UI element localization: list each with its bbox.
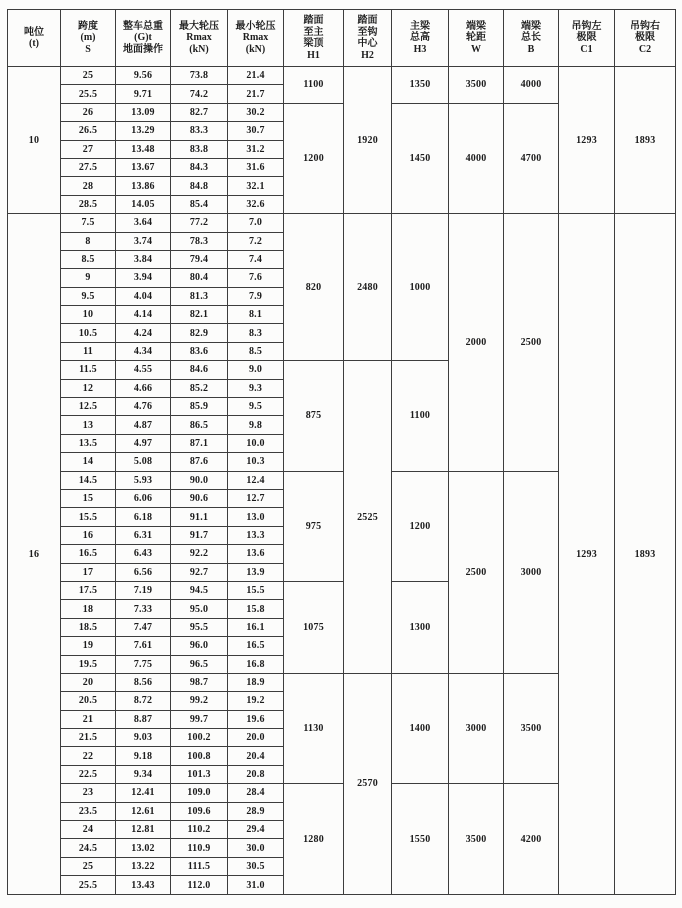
table-cell: 25	[61, 67, 116, 85]
header-line: 踏面	[357, 15, 378, 26]
header-line: S	[85, 43, 91, 55]
header-line: (m)	[80, 32, 96, 44]
header-line: Rmax	[186, 32, 212, 44]
table-cell: 1550	[392, 784, 449, 895]
table-cell: 4.97	[116, 434, 171, 452]
table-cell: 110.9	[171, 839, 228, 857]
header-line: 总长	[521, 32, 541, 44]
table-cell: 3500	[504, 673, 559, 783]
table-cell: 25.5	[61, 876, 116, 895]
header-line: (t)	[29, 38, 39, 49]
table-cell: 1350	[392, 67, 449, 104]
table-cell: 5.93	[116, 471, 171, 489]
header-line: 极限	[576, 32, 597, 44]
table-cell: 26	[61, 103, 116, 121]
table-cell: 7.6	[228, 269, 284, 287]
table-cell: 8.5	[228, 342, 284, 360]
table-cell: 20.4	[228, 747, 284, 765]
header-line: 踏面	[303, 15, 324, 26]
table-cell: 14.5	[61, 471, 116, 489]
table-cell: 28.4	[228, 784, 284, 802]
table-cell: 4.24	[116, 324, 171, 342]
table-cell: 112.0	[171, 876, 228, 895]
table-cell: 16.5	[228, 637, 284, 655]
table-cell: 24	[61, 821, 116, 839]
column-header-min-wheel-load	[228, 10, 284, 67]
header-line: 最大轮压	[179, 20, 219, 32]
table-cell: 13.48	[116, 140, 171, 158]
column-header-max-wheel-load	[171, 10, 228, 67]
column-header-h2	[344, 10, 392, 67]
column-header-total-weight	[116, 10, 171, 67]
table-cell: 11.5	[61, 361, 116, 379]
header-line: 跨度	[78, 20, 98, 32]
table-cell: 99.7	[171, 710, 228, 728]
header-line: 轮距	[466, 32, 486, 44]
table-cell: 85.9	[171, 398, 228, 416]
table-cell: 19.5	[61, 655, 116, 673]
column-header-tonnage	[8, 10, 61, 67]
table-cell: 90.0	[171, 471, 228, 489]
table-cell: 1893	[615, 214, 676, 895]
table-cell: 875	[284, 361, 344, 471]
table-cell: 10.3	[228, 453, 284, 471]
table-cell: 91.7	[171, 526, 228, 544]
table-cell: 9.3	[228, 379, 284, 397]
column-header-c1	[559, 10, 615, 67]
table-cell: 21.7	[228, 85, 284, 103]
table-cell: 83.6	[171, 342, 228, 360]
table-cell: 85.2	[171, 379, 228, 397]
table-cell: 7.5	[61, 214, 116, 232]
header-line: (kN)	[245, 43, 266, 55]
table-cell: 1893	[615, 67, 676, 214]
table-cell: 28.5	[61, 195, 116, 213]
table-cell: 79.4	[171, 250, 228, 268]
table-cell: 1000	[392, 214, 449, 361]
table-cell: 2570	[344, 673, 392, 894]
table-cell: 27.5	[61, 158, 116, 176]
table-cell: 6.18	[116, 508, 171, 526]
table-cell: 8.5	[61, 250, 116, 268]
table-cell: 3.84	[116, 250, 171, 268]
table-cell: 13.6	[228, 545, 284, 563]
header-line: 至主	[303, 26, 324, 38]
table-cell: 18	[61, 600, 116, 618]
table-cell: 14.05	[116, 195, 171, 213]
table-cell: 8.87	[116, 710, 171, 728]
table-cell: 16	[61, 526, 116, 544]
table-cell: 82.9	[171, 324, 228, 342]
table-cell: 9.71	[116, 85, 171, 103]
table-cell: 110.2	[171, 821, 228, 839]
table-cell: 7.4	[228, 250, 284, 268]
table-cell: 28.9	[228, 802, 284, 820]
table-row	[8, 214, 676, 232]
table-cell: 31.6	[228, 158, 284, 176]
header-row	[8, 10, 676, 67]
table-cell: 30.2	[228, 103, 284, 121]
table-cell: 23.5	[61, 802, 116, 820]
table-cell: 4.04	[116, 287, 171, 305]
table-cell: 11	[61, 342, 116, 360]
table-cell: 90.6	[171, 489, 228, 507]
table-cell: 3.64	[116, 214, 171, 232]
table-cell: 7.19	[116, 581, 171, 599]
table-cell: 1280	[284, 784, 344, 895]
table-cell: 13.22	[116, 857, 171, 875]
table-cell: 9.34	[116, 765, 171, 783]
table-cell: 20.0	[228, 729, 284, 747]
header-line: H3	[413, 43, 427, 55]
table-cell: 10.0	[228, 434, 284, 452]
table-cell: 4.55	[116, 361, 171, 379]
header-line: 最小轮压	[235, 20, 276, 32]
table-cell: 27	[61, 140, 116, 158]
table-cell: 5.08	[116, 453, 171, 471]
table-cell: 85.4	[171, 195, 228, 213]
table-cell: 3500	[449, 784, 504, 895]
spec-table	[7, 9, 676, 895]
table-cell: 16.8	[228, 655, 284, 673]
table-cell: 81.3	[171, 287, 228, 305]
table-cell: 19	[61, 637, 116, 655]
table-cell: 92.7	[171, 563, 228, 581]
table-cell: 4.76	[116, 398, 171, 416]
table-cell: 2500	[449, 471, 504, 673]
table-cell: 28	[61, 177, 116, 195]
header-line: 梁顶	[303, 38, 324, 49]
table-cell: 12.5	[61, 398, 116, 416]
table-cell: 6.31	[116, 526, 171, 544]
table-cell: 9.03	[116, 729, 171, 747]
header-line: 整车总重	[123, 20, 163, 32]
header-line: 吊钩右	[630, 20, 660, 32]
header-line: H2	[361, 49, 374, 61]
table-cell: 12.7	[228, 489, 284, 507]
table-cell: 86.5	[171, 416, 228, 434]
table-cell: 19.2	[228, 692, 284, 710]
table-cell: 22	[61, 747, 116, 765]
table-cell: 9.5	[228, 398, 284, 416]
header-line: 总高	[410, 32, 430, 44]
table-cell: 9	[61, 269, 116, 287]
table-cell: 4.34	[116, 342, 171, 360]
table-cell: 91.1	[171, 508, 228, 526]
table-cell: 6.43	[116, 545, 171, 563]
table-cell: 31.2	[228, 140, 284, 158]
table-cell: 7.61	[116, 637, 171, 655]
table-cell: 18.9	[228, 673, 284, 691]
table-cell: 24.5	[61, 839, 116, 857]
table-cell: 84.8	[171, 177, 228, 195]
table-cell: 7.0	[228, 214, 284, 232]
table-cell: 2525	[344, 361, 392, 674]
table-cell: 96.0	[171, 637, 228, 655]
table-cell: 12.4	[228, 471, 284, 489]
table-cell: 13.43	[116, 876, 171, 895]
table-cell: 13.9	[228, 563, 284, 581]
table-cell: 3.74	[116, 232, 171, 250]
table-cell: 12	[61, 379, 116, 397]
table-cell: 975	[284, 471, 344, 581]
table-cell: 15.5	[228, 581, 284, 599]
table-cell: 8	[61, 232, 116, 250]
table-cell: 22.5	[61, 765, 116, 783]
table-cell: 30.5	[228, 857, 284, 875]
table-cell: 30.0	[228, 839, 284, 857]
table-cell: 1293	[559, 67, 615, 214]
table-cell: 3500	[449, 67, 504, 104]
table-cell: 3000	[504, 471, 559, 673]
column-header-b	[504, 10, 559, 67]
table-cell: 4.14	[116, 306, 171, 324]
table-cell: 98.7	[171, 673, 228, 691]
table-cell: 20.5	[61, 692, 116, 710]
table-cell: 82.7	[171, 103, 228, 121]
table-cell: 1920	[344, 67, 392, 214]
header-line: C1	[580, 43, 593, 55]
table-row	[8, 67, 676, 85]
table-cell: 13.86	[116, 177, 171, 195]
table-cell: 30.7	[228, 122, 284, 140]
table-cell: 109.6	[171, 802, 228, 820]
table-body	[8, 67, 676, 895]
table-cell: 7.2	[228, 232, 284, 250]
table-cell: 7.33	[116, 600, 171, 618]
table-cell: 13.3	[228, 526, 284, 544]
table-cell: 4000	[449, 103, 504, 213]
table-cell: 26.5	[61, 122, 116, 140]
table-cell: 1100	[392, 361, 449, 471]
table-cell: 32.1	[228, 177, 284, 195]
table-cell: 100.2	[171, 729, 228, 747]
table-cell: 13.09	[116, 103, 171, 121]
table-cell: 4200	[504, 784, 559, 895]
table-cell: 15.5	[61, 508, 116, 526]
table-cell: 7.75	[116, 655, 171, 673]
table-cell: 4700	[504, 103, 559, 213]
table-cell: 29.4	[228, 821, 284, 839]
table-cell: 10	[8, 67, 61, 214]
table-cell: 21.4	[228, 67, 284, 85]
table-cell: 4.66	[116, 379, 171, 397]
table-cell: 15.8	[228, 600, 284, 618]
table-cell: 18.5	[61, 618, 116, 636]
table-cell: 1130	[284, 673, 344, 783]
table-cell: 13	[61, 416, 116, 434]
table-cell: 83.8	[171, 140, 228, 158]
table-cell: 19.6	[228, 710, 284, 728]
column-header-h1	[284, 10, 344, 67]
table-cell: 25	[61, 857, 116, 875]
column-header-h3	[392, 10, 449, 67]
header-line: 至钩	[357, 26, 378, 38]
table-cell: 84.6	[171, 361, 228, 379]
table-cell: 78.3	[171, 232, 228, 250]
table-cell: 23	[61, 784, 116, 802]
table-cell: 7.9	[228, 287, 284, 305]
table-cell: 13.0	[228, 508, 284, 526]
table-cell: 32.6	[228, 195, 284, 213]
table-cell: 109.0	[171, 784, 228, 802]
table-cell: 9.18	[116, 747, 171, 765]
header-line: H1	[307, 49, 320, 61]
table-cell: 4.87	[116, 416, 171, 434]
table-cell: 21.5	[61, 729, 116, 747]
header-line: 主梁	[410, 20, 430, 32]
header-line: (kN)	[189, 43, 209, 55]
table-cell: 74.2	[171, 85, 228, 103]
table-cell: 84.3	[171, 158, 228, 176]
column-header-w	[449, 10, 504, 67]
table-cell: 9.5	[61, 287, 116, 305]
table-cell: 10.5	[61, 324, 116, 342]
header-line: (G)t	[134, 32, 152, 44]
header-line: 端梁	[466, 20, 486, 32]
header-line: C2	[638, 43, 652, 55]
table-cell: 2500	[504, 214, 559, 471]
table-cell: 87.6	[171, 453, 228, 471]
table-cell: 8.3	[228, 324, 284, 342]
header-line: Rmax	[242, 32, 269, 44]
table-cell: 25.5	[61, 85, 116, 103]
table-cell: 9.56	[116, 67, 171, 85]
table-cell: 95.5	[171, 618, 228, 636]
column-header-c2	[615, 10, 676, 67]
table-cell: 3.94	[116, 269, 171, 287]
table-cell: 20	[61, 673, 116, 691]
table-cell: 13.67	[116, 158, 171, 176]
table-cell: 12.41	[116, 784, 171, 802]
table-cell: 101.3	[171, 765, 228, 783]
table-cell: 1200	[284, 103, 344, 213]
table-cell: 94.5	[171, 581, 228, 599]
table-cell: 95.0	[171, 600, 228, 618]
table-cell: 12.61	[116, 802, 171, 820]
table-cell: 16.1	[228, 618, 284, 636]
column-header-span	[61, 10, 116, 67]
table-cell: 2000	[449, 214, 504, 471]
table-cell: 20.8	[228, 765, 284, 783]
table-cell: 14	[61, 453, 116, 471]
table-cell: 1450	[392, 103, 449, 213]
table-cell: 1075	[284, 581, 344, 673]
table-cell: 16.5	[61, 545, 116, 563]
header-line: 端梁	[521, 20, 541, 32]
header-line: 地面操作	[123, 43, 163, 55]
table-cell: 83.3	[171, 122, 228, 140]
table-cell: 15	[61, 489, 116, 507]
table-cell: 82.1	[171, 306, 228, 324]
table-cell: 21	[61, 710, 116, 728]
table-cell: 820	[284, 214, 344, 361]
header-line: 吊钩左	[571, 20, 602, 32]
table-cell: 77.2	[171, 214, 228, 232]
table-cell: 13.29	[116, 122, 171, 140]
table-cell: 100.8	[171, 747, 228, 765]
header-line: W	[471, 43, 481, 55]
table-cell: 1300	[392, 581, 449, 673]
table-cell: 12.81	[116, 821, 171, 839]
table-cell: 7.47	[116, 618, 171, 636]
table-cell: 9.8	[228, 416, 284, 434]
table-cell: 16	[8, 214, 61, 895]
table-cell: 10	[61, 306, 116, 324]
table-cell: 8.56	[116, 673, 171, 691]
header-line: B	[527, 43, 535, 55]
table-cell: 3000	[449, 673, 504, 783]
header-line: 中心	[357, 38, 378, 49]
table-cell: 87.1	[171, 434, 228, 452]
table-cell: 9.0	[228, 361, 284, 379]
table-cell: 6.56	[116, 563, 171, 581]
table-cell: 6.06	[116, 489, 171, 507]
table-cell: 2480	[344, 214, 392, 361]
table-cell: 92.2	[171, 545, 228, 563]
table-cell: 80.4	[171, 269, 228, 287]
table-cell: 1100	[284, 67, 344, 104]
table-cell: 13.02	[116, 839, 171, 857]
table-cell: 8.1	[228, 306, 284, 324]
table-cell: 4000	[504, 67, 559, 104]
table-cell: 1200	[392, 471, 449, 581]
table-cell: 17.5	[61, 581, 116, 599]
table-cell: 17	[61, 563, 116, 581]
table-cell: 13.5	[61, 434, 116, 452]
table-cell: 31.0	[228, 876, 284, 895]
table-cell: 111.5	[171, 857, 228, 875]
table-cell: 99.2	[171, 692, 228, 710]
table-cell: 1293	[559, 214, 615, 895]
table-cell: 1400	[392, 673, 449, 783]
table-cell: 96.5	[171, 655, 228, 673]
table-cell: 73.8	[171, 67, 228, 85]
header-line: 极限	[635, 32, 655, 44]
header-line: 吨位	[24, 26, 44, 38]
table-cell: 8.72	[116, 692, 171, 710]
